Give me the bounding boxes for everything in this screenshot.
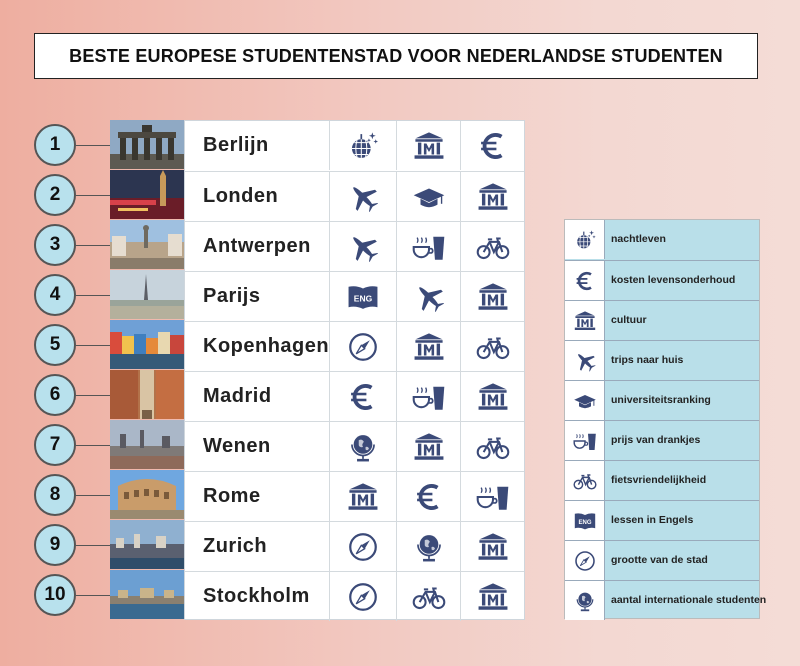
museum-icon (460, 172, 524, 221)
graduation-cap-icon (396, 172, 460, 221)
connector-line (76, 495, 110, 496)
museum-icon (460, 572, 524, 621)
city-name: Berlijn (203, 134, 269, 156)
connector-line (76, 195, 110, 196)
english-book-icon (565, 501, 605, 540)
city-name: Antwerpen (203, 235, 311, 257)
legend-label: lessen in Engels (611, 514, 694, 526)
rank-badge: 9 (34, 524, 76, 566)
connector-line (76, 345, 110, 346)
rank-badge: 2 (34, 174, 76, 216)
museum-icon (396, 322, 460, 371)
museum-icon (460, 272, 524, 321)
connector-line (76, 295, 110, 296)
legend-label: cultuur (611, 314, 647, 326)
legend-item (565, 260, 759, 300)
globe-icon (329, 422, 396, 471)
city-name: Londen (203, 185, 279, 207)
page-title: BESTE EUROPESE STUDENTENSTAD VOOR NEDERLANDSE STUDENTEN (34, 33, 758, 79)
connector-line (76, 545, 110, 546)
drinks-icon (396, 372, 460, 421)
table-row (185, 571, 524, 621)
city-name: Rome (203, 485, 261, 507)
legend-item (565, 340, 759, 380)
ranking-table (184, 120, 525, 620)
city-photo (110, 420, 184, 469)
bicycle-icon (460, 422, 524, 471)
table-row (185, 421, 524, 471)
rank-badge: 5 (34, 324, 76, 366)
table-row (185, 271, 524, 321)
nightlife-icon (565, 220, 605, 259)
svg-text:ENG: ENG (577, 519, 592, 526)
svg-text:ENG: ENG (353, 292, 373, 303)
rank-badge: 8 (34, 474, 76, 516)
compass-icon (329, 322, 396, 371)
legend-label: aantal internationale studenten (611, 594, 767, 606)
rank-badge: 1 (34, 124, 76, 166)
legend-item (565, 460, 759, 500)
euro-icon (460, 121, 524, 170)
museum-icon (565, 301, 605, 340)
legend-label: kosten levensonderhoud (611, 274, 736, 286)
city-photo (110, 220, 184, 269)
legend-item (565, 420, 759, 460)
nightlife-icon (329, 121, 396, 170)
legend-item (565, 220, 759, 260)
airplane-icon (329, 222, 396, 271)
table-row (185, 221, 524, 271)
english-book-icon (329, 272, 396, 321)
globe-icon (565, 581, 605, 620)
table-row (185, 471, 524, 521)
rank-badge: 3 (34, 224, 76, 266)
legend-label: nachtleven (611, 233, 666, 245)
rank-badge: 6 (34, 374, 76, 416)
city-name: Kopenhagen (203, 335, 330, 357)
city-photo (110, 470, 184, 519)
connector-line (76, 145, 110, 146)
bicycle-icon (460, 222, 524, 271)
euro-icon (329, 372, 396, 421)
museum-icon (329, 472, 396, 521)
airplane-icon (329, 172, 396, 221)
drinks-icon (460, 472, 524, 521)
compass-icon (329, 522, 396, 571)
bicycle-icon (460, 322, 524, 371)
city-name: Wenen (203, 435, 271, 457)
legend-label: grootte van de stad (611, 554, 708, 566)
table-row (185, 371, 524, 421)
museum-icon (460, 372, 524, 421)
city-photo (110, 370, 184, 419)
drinks-icon (396, 222, 460, 271)
table-row (185, 171, 524, 221)
museum-icon (460, 522, 524, 571)
legend-item (565, 380, 759, 420)
legend-item (565, 300, 759, 340)
table-row (185, 321, 524, 371)
drinks-icon (565, 421, 605, 460)
bicycle-icon (396, 572, 460, 621)
city-name: Stockholm (203, 585, 310, 607)
bicycle-icon (565, 461, 605, 500)
airplane-icon (396, 272, 460, 321)
rank-badge: 4 (34, 274, 76, 316)
legend-item (565, 500, 759, 540)
city-photo (110, 170, 184, 219)
compass-icon (329, 572, 396, 621)
euro-icon (396, 472, 460, 521)
legend (564, 219, 767, 619)
city-photo (110, 120, 184, 169)
graduation-cap-icon (565, 381, 605, 420)
airplane-icon (565, 341, 605, 380)
museum-icon (396, 121, 460, 170)
table-row (185, 121, 524, 171)
connector-line (76, 595, 110, 596)
connector-line (76, 395, 110, 396)
legend-label: prijs van drankjes (611, 434, 701, 446)
museum-icon (396, 422, 460, 471)
legend-item (565, 540, 759, 580)
table-row (185, 521, 524, 571)
city-photo (110, 520, 184, 569)
connector-line (76, 245, 110, 246)
legend-item (565, 580, 767, 620)
euro-icon (565, 261, 605, 300)
globe-icon (396, 522, 460, 571)
legend-label: universiteitsranking (611, 394, 711, 406)
compass-icon (565, 541, 605, 580)
city-name: Zurich (203, 535, 268, 557)
connector-line (76, 445, 110, 446)
city-photo (110, 570, 184, 619)
city-name: Parijs (203, 285, 261, 307)
rank-badge: 7 (34, 424, 76, 466)
city-photo (110, 270, 184, 319)
legend-label: fietsvriendelijkheid (611, 474, 707, 486)
legend-label: trips naar huis (611, 354, 684, 366)
rank-badge: 10 (34, 574, 76, 616)
city-name: Madrid (203, 385, 272, 407)
city-photo (110, 320, 184, 369)
